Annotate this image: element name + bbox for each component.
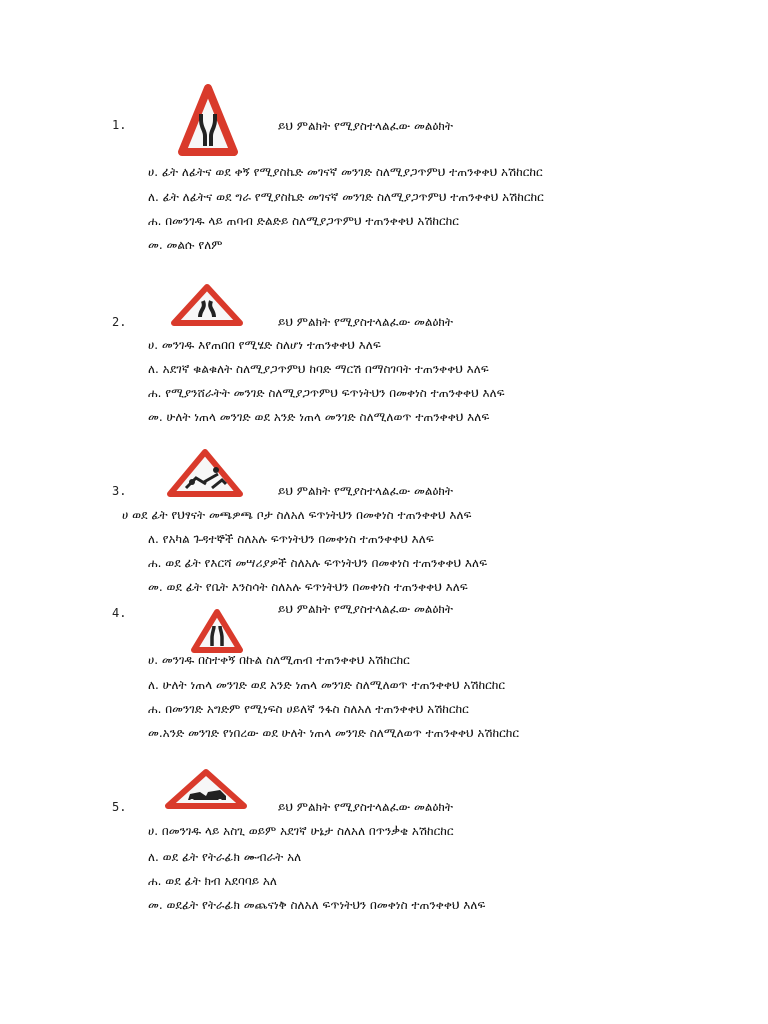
option-d[interactable]: መ. ወደፊት የትራፊክ መጨናነቅ ስለአለ ፍጥነትህን በመቀነስ ተጠንቀቀህ እለፍ — [148, 898, 486, 912]
question-number: 4. — [112, 606, 127, 620]
option-d[interactable]: መ. መልሱ የለም — [148, 238, 223, 252]
option-b[interactable]: ለ. የአካል ጉዳተኞች ስለአሉ ፍጥነትህን በመቀነስ ተጠንቀቀህ እለፍ — [148, 532, 434, 546]
question-prompt: ይህ ምልክት የሚያስተላልፈው መልዕክት — [278, 800, 453, 814]
road-works-icon — [166, 448, 244, 498]
option-c[interactable]: ሐ. ወደ ፊት ክብ አደባባይ አለ — [148, 874, 277, 888]
option-a[interactable]: ሀ. መንገዱ በስተቀኝ በኩል ስለሚጠብ ተጠንቀቀህ አሽከርከር — [148, 653, 410, 667]
option-c[interactable]: ሐ. ወደ ፊት የእርሻ መሣሪያዎች ስለአሉ ፍጥነትህን በመቀነስ ተጠንቀቀህ እለፍ — [148, 556, 487, 570]
question-number: 5. — [112, 800, 127, 814]
road-narrows-both-sides-icon — [178, 84, 238, 156]
traffic-queues-icon — [164, 768, 248, 810]
option-c[interactable]: ሐ. በመንገዱ ላይ ጠባብ ድልድይ ስለሚያጋጥምህ ተጠንቀቀህ አሽከርከር — [148, 214, 459, 228]
option-b[interactable]: ለ. ፊት ለፊትና ወደ ግራ የሚያስኬድ መገናኛ መንገድ ስለሚያጋጥምህ ተጠንቀቀህ አሽከርከር — [148, 190, 544, 204]
option-d[interactable]: መ. ሁለት ነጠላ መንገድ ወደ አንድ ነጠላ መንገድ ስለሚለወጥ ተጠንቀቀህ እለፍ — [148, 410, 490, 424]
option-a[interactable]: ሀ. በመንገዱ ላይ አስጊ ወይም አደገኛ ሁኔታ ስለአለ በጥንቃቄ አሽከርከር — [148, 824, 454, 838]
option-b[interactable]: ለ. ወደ ፊት የትራፊክ ሙብራት አለ — [148, 850, 302, 864]
dual-carriageway-ends-icon — [190, 608, 244, 654]
question-number: 3. — [112, 484, 127, 498]
question-prompt: ይህ ምልክት የሚያስተላልፈው መልዕክት — [278, 602, 453, 616]
question-prompt: ይህ ምልክት የሚያስተላልፈው መልዕክት — [278, 119, 453, 133]
question-number: 2. — [112, 315, 127, 329]
option-c[interactable]: ሐ. በመንገድ አግድም የሚነፍስ ሀይለኛ ንፋስ ስለአለ ተጠንቀቀህ አሽከርከር — [148, 702, 469, 716]
option-a[interactable]: ሀ. ፊት ለፊትና ወደ ቀኝ የሚያስኬድ መገናኛ መንገድ ስለሚያጋጥምህ ተጠንቀቀህ አሽከርከር — [148, 165, 543, 179]
option-d[interactable]: መ. ወደ ፊት የቤት እንስሳት ስለአሉ ፍጥነትህን በመቀነስ ተጠንቀቀህ እለፍ — [148, 580, 468, 594]
option-c[interactable]: ሐ. የሚያንሸራትት መንገድ ስለሚያጋጥምህ ፍጥነትህን በመቀነስ ተጠንቀቀህ እለፍ — [148, 386, 505, 400]
option-d[interactable]: መ.አንድ መንገድ የነበረው ወደ ሁለት ነጠላ መንገድ ስለሚለወጥ ተጠንቀቀህ አሽከርከር — [148, 726, 520, 740]
uneven-road-icon — [170, 283, 244, 327]
question-prompt: ይህ ምልክት የሚያስተላልፈው መልዕክት — [278, 484, 453, 498]
option-b[interactable]: ለ. አደገኛ ቁልቁለት ስለሚያጋጥምህ ከባድ ማርሽ በማስገባት ተጠንቀቀህ እለፍ — [148, 362, 489, 376]
question-prompt: ይህ ምልክት የሚያስተላልፈው መልዕክት — [278, 315, 453, 329]
option-a[interactable]: ሀ. መንገዱ እየጠበበ የሚሄድ ስለሆነ ተጠንቀቀህ እለፍ — [148, 338, 381, 352]
option-b[interactable]: ለ. ሁለት ነጠላ መንገድ ወደ አንድ ነጠላ መንገድ ስለሚለወጥ ተጠንቀቀህ አሽከርከር — [148, 678, 506, 692]
option-a[interactable]: ሀ ወደ ፊት የህፃናት መጫዎጫ ቦታ ስለአለ ፍጥነትህን በመቀነስ ተጠንቀቀህ እለፍ — [122, 508, 472, 522]
question-number: 1. — [112, 118, 127, 132]
